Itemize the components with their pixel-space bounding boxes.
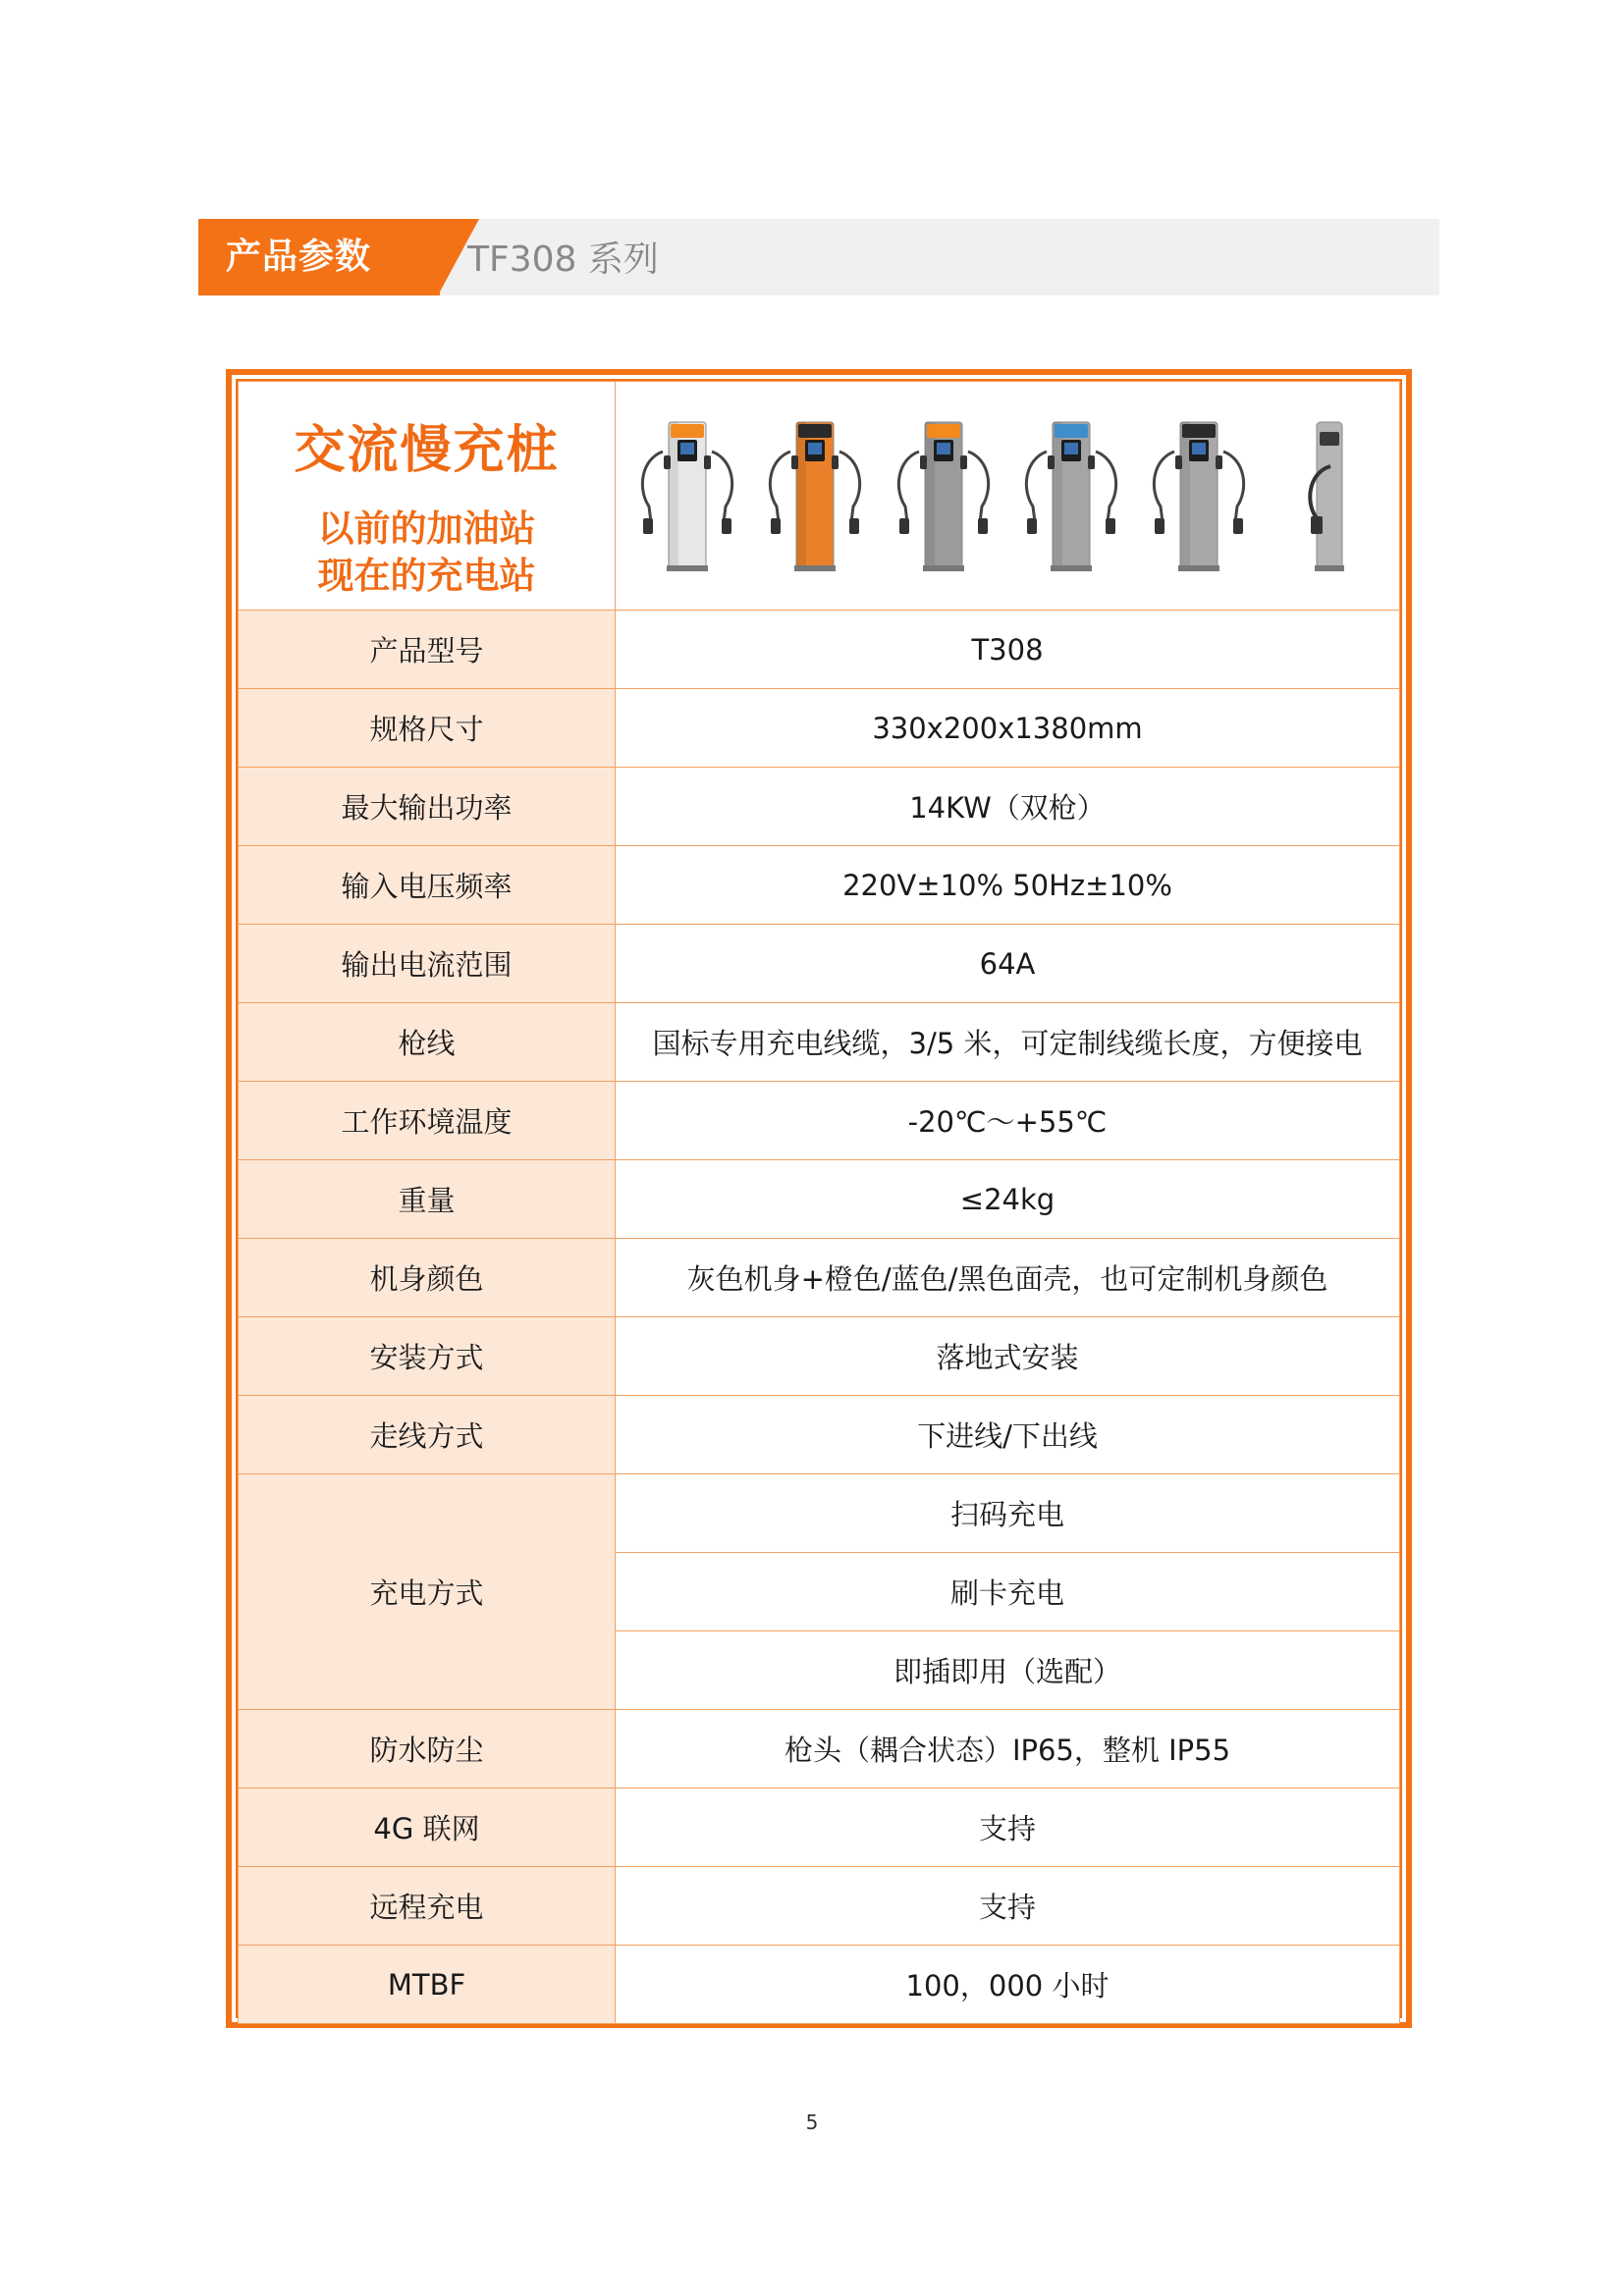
spec-label: 最大输出功率 [239, 768, 616, 846]
table-row [239, 1946, 1400, 2024]
table-row [239, 1710, 1400, 1789]
spec-label: 规格尺寸 [239, 689, 616, 768]
spec-table-frame [226, 369, 1412, 2028]
charger-product-image [1273, 412, 1381, 579]
spec-value: 100，000 小时 [616, 1946, 1400, 2024]
spec-value: 下进线/下出线 [616, 1396, 1400, 1474]
table-row [239, 1789, 1400, 1867]
spec-label: 充电方式 [239, 1474, 616, 1710]
header-series: TF308 系列 [467, 240, 659, 280]
spec-value: 国标专用充电线缆，3/5 米，可定制线缆长度，方便接电 [616, 1003, 1400, 1082]
spec-label: 产品型号 [239, 611, 616, 689]
table-row [239, 689, 1400, 768]
section-header [198, 219, 1439, 295]
hero-cell [239, 382, 616, 611]
spec-label: 走线方式 [239, 1396, 616, 1474]
table-row [239, 768, 1400, 846]
spec-value: 刷卡充电 [616, 1553, 1400, 1631]
spec-value: 灰色机身+橙色/蓝色/黑色面壳，也可定制机身颜色 [616, 1239, 1400, 1317]
spec-value: 支持 [616, 1867, 1400, 1946]
spec-label: 机身颜色 [239, 1239, 616, 1317]
spec-value: 支持 [616, 1789, 1400, 1867]
hero-subtitle [239, 506, 615, 600]
header-title: 产品参数 [226, 237, 372, 277]
table-row [239, 1082, 1400, 1160]
charger-product-image [890, 412, 998, 579]
spec-value: 枪头（耦合状态）IP65，整机 IP55 [616, 1710, 1400, 1789]
charger-product-image [633, 412, 741, 579]
spec-value: T308 [616, 611, 1400, 689]
spec-value: 扫码充电 [616, 1474, 1400, 1553]
product-gallery-cell [616, 382, 1400, 611]
table-row [239, 846, 1400, 925]
spec-table [238, 381, 1400, 2024]
charger-product-image [1145, 412, 1253, 579]
product-gallery [616, 382, 1399, 610]
spec-label: 工作环境温度 [239, 1082, 616, 1160]
hero-subtitle-line2: 现在的充电站 [317, 554, 536, 597]
spec-table-inner-border [236, 379, 1402, 2018]
spec-value: -20℃～+55℃ [616, 1082, 1400, 1160]
table-row [239, 925, 1400, 1003]
hero-title: 交流慢充桩 [294, 420, 560, 480]
spec-label: 远程充电 [239, 1867, 616, 1946]
hero-row [239, 382, 1400, 611]
spec-value: 330x200x1380mm [616, 689, 1400, 768]
hero-subtitle-line1: 以前的加油站 [317, 507, 536, 550]
table-row [239, 611, 1400, 689]
table-row [239, 1867, 1400, 1946]
spec-value: 220V±10% 50Hz±10% [616, 846, 1400, 925]
spec-label: 枪线 [239, 1003, 616, 1082]
spec-value: 64A [616, 925, 1400, 1003]
charger-product-image [761, 412, 869, 579]
spec-label: MTBF [239, 1946, 616, 2024]
page-number: 5 [805, 2110, 819, 2134]
table-row [239, 1003, 1400, 1082]
spec-label: 输入电压频率 [239, 846, 616, 925]
spec-label: 4G 联网 [239, 1789, 616, 1867]
table-row [239, 1317, 1400, 1396]
spec-label: 输出电流范围 [239, 925, 616, 1003]
spec-value: 14KW（双枪） [616, 768, 1400, 846]
table-row [239, 1239, 1400, 1317]
spec-label: 安装方式 [239, 1317, 616, 1396]
spec-label: 重量 [239, 1160, 616, 1239]
table-row [239, 1160, 1400, 1239]
spec-label: 防水防尘 [239, 1710, 616, 1789]
spec-value: 即插即用（选配） [616, 1631, 1400, 1710]
charger-product-image [1017, 412, 1125, 579]
spec-value: ≤24kg [616, 1160, 1400, 1239]
table-row [239, 1474, 1400, 1553]
spec-value: 落地式安装 [616, 1317, 1400, 1396]
table-row [239, 1396, 1400, 1474]
